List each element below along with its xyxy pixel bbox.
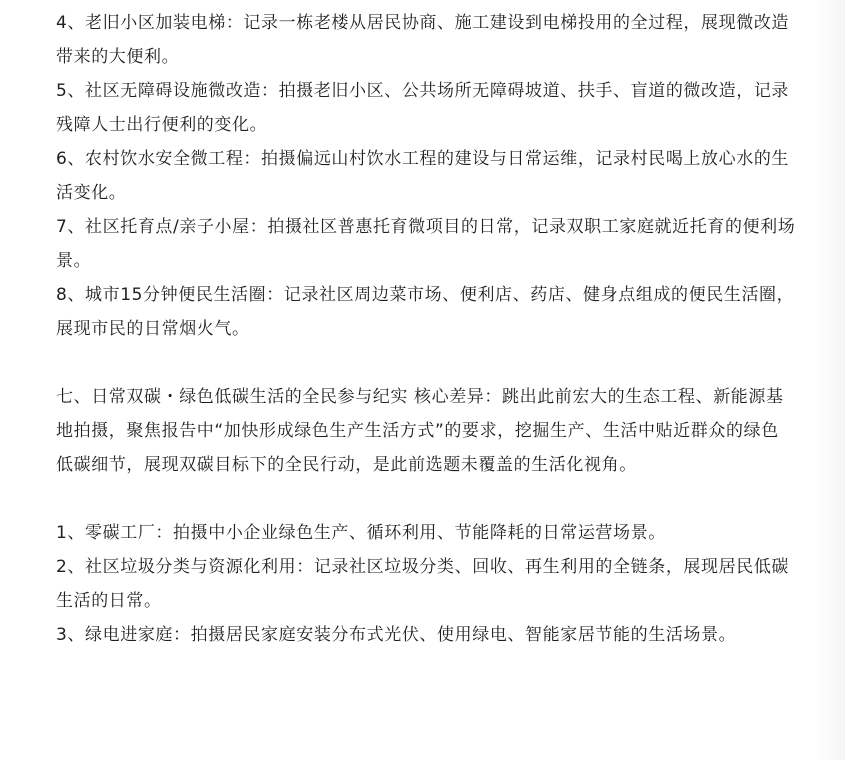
list-item-3: 3、绿电进家庭：拍摄居民家庭安装分布式光伏、使用绿电、智能家居节能的生活场景。 bbox=[56, 625, 737, 645]
list-item-7: 7、社区托育点/亲子小屋：拍摄社区普惠托育微项目的日常，记录双职工家庭就近托育的便利场景。 bbox=[56, 217, 796, 271]
list-item-1: 1、零碳工厂：拍摄中小企业绿色生产、循环利用、节能降耗的日常运营场景。 bbox=[56, 523, 666, 543]
list-item-6: 6、农村饮水安全微工程：拍摄偏远山村饮水工程的建设与日常运维，记录村民喝上放心水的生活变化。 bbox=[56, 149, 790, 203]
document-body bbox=[56, 6, 796, 652]
list-item-4: 4、老旧小区加装电梯：记录一栋老楼从居民协商、施工建设到电梯投用的全过程，展现微改造带来的大便利。 bbox=[56, 13, 790, 67]
list-item-5: 5、社区无障碍设施微改造：拍摄老旧小区、公共场所无障碍坡道、扶手、盲道的微改造，记录残障人士出行便利的变化。 bbox=[56, 81, 790, 135]
list-item-8: 8、城市15分钟便民生活圈：记录社区周边菜市场、便利店、药店、健身点组成的便民生活圈，展现市民的日常烟火气。 bbox=[56, 285, 795, 339]
paragraph-gap bbox=[56, 346, 796, 380]
paragraph-gap bbox=[56, 482, 796, 516]
section-heading: 七、日常双碳・绿色低碳生活的全民参与纪实 核心差异：跳出此前宏大的生态工程、新能源基地拍摄，聚焦报告中“加快形成绿色生产生活方式”的要求，挖掘生产、生活中贴近群众的绿色低碳细节，展现双碳目标下的全民行动，是此前选题未覆盖的生活化视角。 bbox=[56, 387, 784, 475]
edge-shadow bbox=[815, 0, 845, 760]
list-item-2: 2、社区垃圾分类与资源化利用：记录社区垃圾分类、回收、再生利用的全链条，展现居民低碳生活的日常。 bbox=[56, 557, 790, 611]
